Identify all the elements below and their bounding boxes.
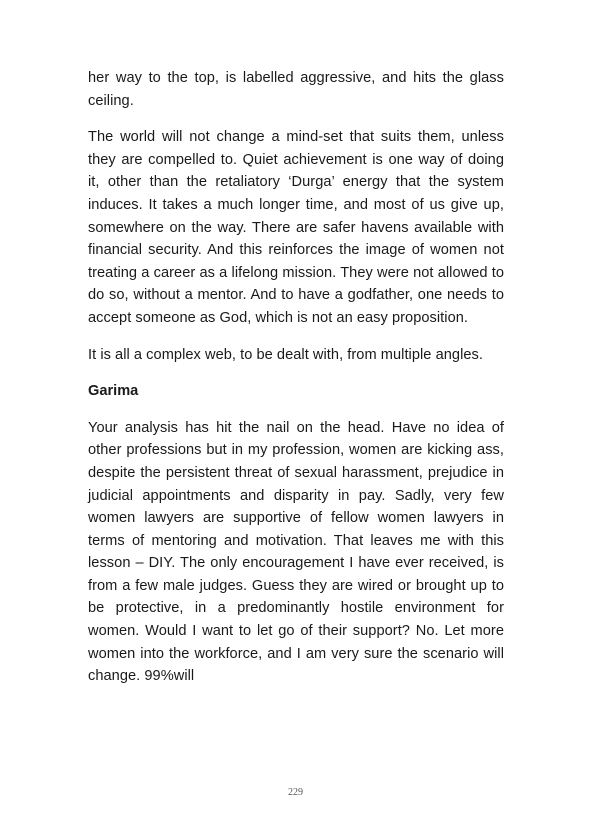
- page-number: 229: [288, 787, 303, 798]
- paragraph-world-mindset: The world will not change a mind-set that suits them, unless they are compelled to. Quiet achievement is one way of doing it, other than the retaliatory ‘Durga’ energy that the system induces. It takes a much longer time, and most of us give up, somewhere on the way. There are safer havens available with financial security. And this reinforces the image of women not treating a career as a lifelong mission. They were not allowed to do so, without a mentor. And to have a godfather, one needs to accept someone as God, which is not an easy proposition.: [88, 129, 504, 326]
- section-heading-garima: Garima: [88, 383, 139, 400]
- paragraph-complex-web: It is all a complex web, to be dealt with, from multiple angles.: [88, 346, 483, 363]
- page-body: [88, 67, 504, 702]
- paragraph-garima-response: Your analysis has hit the nail on the head. Have no idea of other professions but in my profession, women are kicking ass, despite the persistent threat of sexual harassment, prejudice in judicial appointments and disparity in pay. Sadly, very few women lawyers are supportive of fellow women lawyers in terms of mentoring and motivation. That leaves me with this lesson – DIY. The only encouragement I have ever received, is from a few male judges. Guess they are wired or brought up to be protective, in a predominantly hostile environment for women. Would I want to let go of their support? No. Let more women into the workforce, and I am very sure the scenario will change. 99%will: [88, 419, 504, 685]
- paragraph-continuation: her way to the top, is labelled aggressive, and hits the glass ceiling.: [88, 70, 504, 109]
